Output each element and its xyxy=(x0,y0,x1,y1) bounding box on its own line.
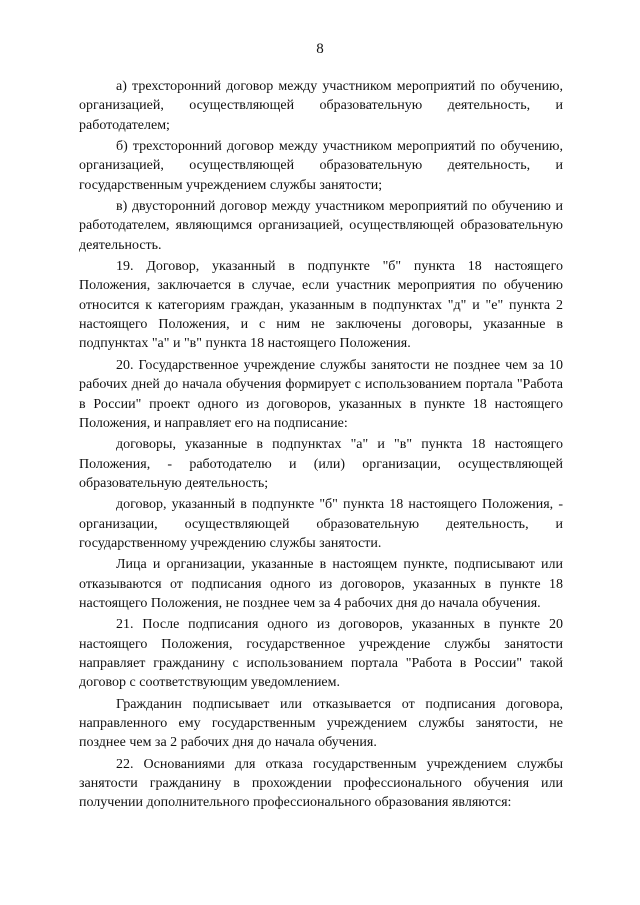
paragraph-subitem-v: в) двусторонний договор между участником мероприятий по обучению и работодателем, являющимся организацией, осуществляющей образовательную деятельность. xyxy=(79,199,563,253)
paragraph-subitem-b: б) трехсторонний договор между участником мероприятий по обучению, организацией, осуществляющей образовательную деятельность, и государственным учреждением службы занятости; xyxy=(79,139,563,193)
page-number: 8 xyxy=(316,41,324,57)
paragraph-clause-21: 21. После подписания одного из договоров, указанных в пункте 20 настоящего Положения, государственное учреждение службы занятости направляет гражданину с использованием портала "Работа в России" такой договор с соответствующим уведомлением. xyxy=(79,617,563,691)
paragraph-subitem-a: а) трехсторонний договор между участником мероприятий по обучению, организацией, осуществляющей образовательную деятельность, и работодателем; xyxy=(79,79,563,133)
paragraph-clause-20-contract-b: договор, указанный в подпункте "б" пункта 18 настоящего Положения, - организации, осуществляющей образовательную деятельность, и государственному учреждению службы занятости. xyxy=(79,497,563,551)
paragraph-clause-20-contracts-a-v: договоры, указанные в подпунктах "а" и "в" пункта 18 настоящего Положения, - работодателю и (или) организации, осуществляющей образовательную деятельность; xyxy=(79,437,563,491)
document-body xyxy=(79,77,563,815)
paragraph-clause-20: 20. Государственное учреждение службы занятости не позднее чем за 10 рабочих дней до начала обучения формирует с использованием портала "Работа в России" проект одного из договоров, указанных в пункте 18 настоящего Положения, и направляет его на подписание: xyxy=(79,357,563,431)
paragraph-clause-20-signing-deadline: Лица и организации, указанные в настоящем пункте, подписывают или отказываются от подписания одного из договоров, указанных в пункте 18 настоящего Положения, не позднее чем за 4 рабочих дня до начала обучения. xyxy=(79,557,563,611)
paragraph-clause-22: 22. Основаниями для отказа государственным учреждением службы занятости гражданину в прохождении профессионального обучения или получении дополнительного профессионального образования являются: xyxy=(79,756,563,811)
paragraph-clause-21-citizen-signing: Гражданин подписывает или отказывается от подписания договора, направленного ему государственным учреждением службы занятости, не позднее чем за 2 рабочих дня до начала обучения. xyxy=(79,696,563,751)
paragraph-clause-19: 19. Договор, указанный в подпункте "б" пункта 18 настоящего Положения, заключается в случае, если участник мероприятия по обучению относится к категориям граждан, указанным в подпунктах "д" и "е" пункта 2 настоящего Положения, и с ним не заключены договоры, указанные в подпунктах "а" и "в" пункта 18 настоящего Положения. xyxy=(79,259,563,352)
